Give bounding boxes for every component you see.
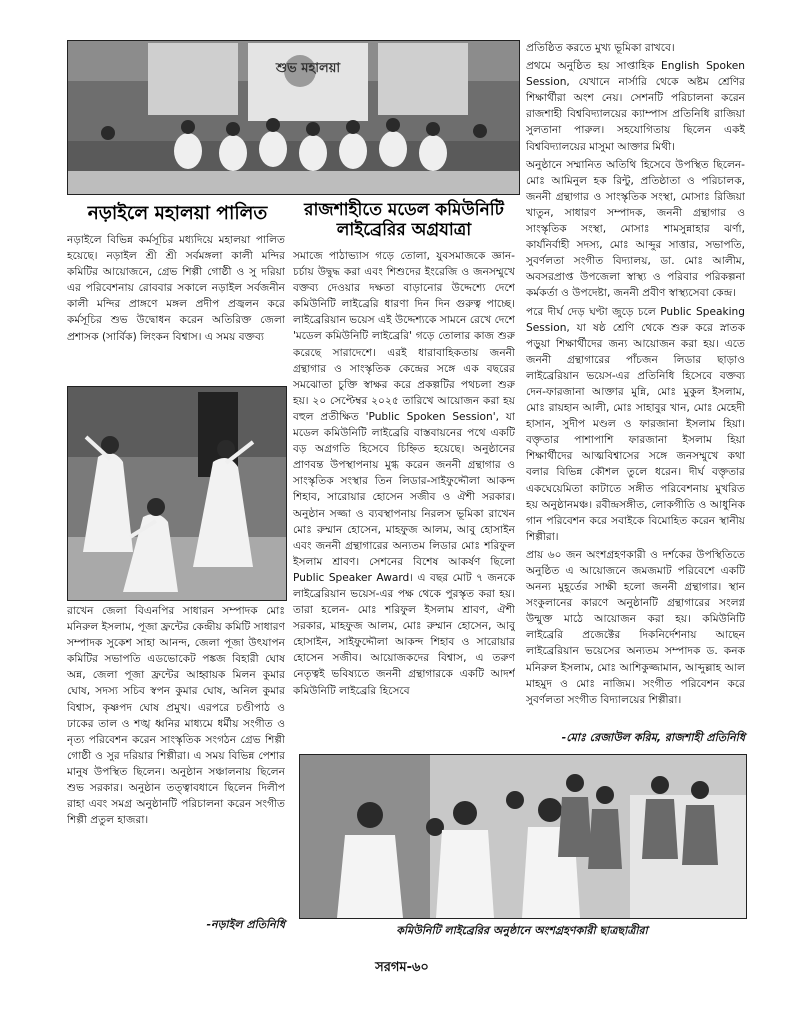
rajshahi-byline: -মোঃ রেজাউল করিম, রাজশাহী প্রতিনিধি xyxy=(561,731,745,744)
rajshahi-body-right xyxy=(526,40,745,726)
narail-headline: নড়াইলে মহালয়া পালিত xyxy=(87,203,268,224)
narail-body-bottom xyxy=(67,603,285,913)
narail-paragraph-1: নড়াইলে বিভিন্ন কর্মসূচির মধ্যদিয়ে মহালয়া পালিত হয়েছে। নড়াইল শ্রী শ্রী সর্বমঙ্গলা কালী মন্দির কমিটির আয়োজনে, গ্রেভ শিল্পী গোষ্ঠী ও সু দরিয়া এর পরিবেশনায় রোববার সকালে নড়াইল সর্বজনীন কালী মন্দির প্রাঙ্গণে মঙ্গল প্রদীপ প্রজ্বলন করে কর্মসূচির শুভ উদ্বোধন করেন অতিরিক্ত জেলা প্রশাসক (সার্বিক) লিংকন বিশ্বাস। এ সময় বক্তব্য xyxy=(67,234,285,343)
rajshahi-body-middle xyxy=(293,248,515,744)
dance-performance-photo xyxy=(67,386,287,601)
rajshahi-headline: রাজশাহীতে মডেল কমিউনিটি লাইব্রেরির অগ্রযাত্রা xyxy=(304,200,504,240)
stage-performance-photo xyxy=(67,40,520,195)
narail-paragraph-2: রাখেন জেলা বিএনপির সাধারন সম্পাদক মোঃ মনিরুল ইসলাম, পূজা ফ্রন্টের কেন্দ্রীয় কমিটি সাধারণ সম্পাদক সুকেশ সাহা আনন্দ, জেলা পূজা উৎযাপন কমিটির সভাপতি এডভোকেট পঙ্কজ বিহারী ঘোষ অন্ন, জেলা পূজা ফ্রন্টের আহ্বায়ক মিলন কুমার ঘোষ, সদস্য সচিব স্বপন কুমার ঘোষ, অনিল কুমার বিশ্বাস, কৃষ্ণপদ ঘোষ প্রমুখ। এরপরে চণ্ডীপাঠ ও ঢাকের তাল ও শঙ্খ ধ্বনির মাধ্যমে ধর্মীয় সংগীত ও নৃত্য পরিবেশন করেন সাংস্কৃতিক সংগঠন গ্রেভ শিল্পী গোষ্ঠী ও সুর দরিয়ার শিল্পীরা। এ সময় বিভিন্ন পেশার মানুষ উপস্থিত ছিলেন। অনুষ্ঠান সঞ্চালনায় ছিলেন শুভ সরকার। অনুষ্ঠান তত্ত্বাবধানে ছিলেন দিলীপ রাহা এবং সমগ্র অনুষ্ঠানটি পরিচালনা করেন সংগীত শিল্পী প্রতুল হাজরা। xyxy=(67,605,285,827)
group-photo xyxy=(299,754,747,919)
rajshahi-paragraph-2: প্রতিষ্ঠিত করতে মুখ্য ভূমিকা রাখবে। xyxy=(526,42,675,54)
narail-body-top xyxy=(67,232,285,380)
rajshahi-paragraph-1: সমাজে পাঠাভ্যাস গড়ে তোলা, যুবসমাজকে জ্ঞান-চর্চায় উদ্বুদ্ধ করা এবং শিশুদের ইংরেজি ও জনসম্মুখে বক্তব্য দেওয়ার দক্ষতা বাড়ানোর উদ্দেশ্যে দেশে কমিউনিটি লাইব্রেরি ধারণা দিন দিন গুরুত্ব পাচ্ছে। লাইব্রেরিয়ান ভয়েস এই উদ্দেশ্যকে সামনে রেখে দেশে 'মডেল কমিউনিটি লাইব্রেরি' গড়ে তোলার কাজ শুরু করেছে সারাদেশে। এরই ধারাবাহিকতায় জননী গ্রন্থাগার ও সাংস্কৃতিক কেন্দ্রের সঙ্গে এক বছরের সমঝোতা চুক্তি স্বাক্ষর করে প্রকল্পটির পথচলা শুরু হয়। ২০ সেপ্টেম্বর ২০২৫ তারিখে আয়োজন করা হয় বহুল প্রতীক্ষিত 'Public Spoken Session', যা মডেল কমিউনিটি লাইব্রেরি বাস্তবায়নের পথে একটি বড় অগ্রগতি হিসেবে চিহ্নিত হয়েছে। অনুষ্ঠানের প্রাণবন্ত উপস্থাপনায় মুগ্ধ করেন জননী গ্রন্থাগার ও সাংস্কৃতিক সংস্থার তিন লিডার-সাইফুদ্দৌলা আকন্দ শিহাব, সারোয়ার হোসেন সজীব ও ঐশী সরকার। অনুষ্ঠান সজ্জা ও ব্যবস্থাপনায় নিরলস ভূমিকা রাখেন মোঃ রুম্মান হোসেন, মাহফুজ আলম, আবু হোসাইন এবং জননী গ্রন্থাগারের অন্যতম লিডার মোঃ শরিফুল ইসলাম শ্রাবণ। সেশনের বিশেষ আকর্ষণ ছিলো Public Speaker Award। এ বছর মোট ৭ জনকে লাইব্রেরিয়ান ভয়েস-এর পক্ষ থেকে পুরস্কৃত করা হয়। তারা হলেন- মোঃ শরিফুল ইসলাম শ্রাবণ, ঐশী সরকার, মাহফুজ আলম, মোঃ রুম্মান হোসেন, আবু হোসাইন, সাইফুদ্দৌলা আকন্দ শিহাব ও সারোয়ার হোসেন সজীব। আয়োজকদের বিশ্বাস, এ তরুণ নেতৃত্বই ভবিষ্যতে জননী গ্রন্থাগারকে একটি আদর্শ কমিউনিটি লাইব্রেরি হিসেবে xyxy=(293,250,515,697)
rajshahi-paragraph-5: পরে দীর্ঘ দেড় ঘণ্টা জুড়ে চলে Public Speaking Session, যা ষষ্ঠ শ্রেণি থেকে শুরু করে স্নাতক পড়ুয়া শিক্ষার্থীদের জন্য আয়োজন করা হয়। এতে জননী গ্রন্থাগারের পাঁচজন লিডার ছাড়াও লাইব্রেরিয়ান ভয়েস-এর প্রতিনিধি হিসেবে বক্তব্য দেন-ফারজানা আক্তার মুন্নি, মোঃ মুকুল ইসলাম, মোঃ রায়হান আলী, মোঃ সাহাবুর খান, মোঃ মেহেদী হাসান, সুদীপ মণ্ডল ও ফারজানা ইসলাম হিয়া। বক্তৃতার পাশাপাশি ফারজানা ইসলাম হিয়া শিক্ষার্থীদের আত্মবিশ্বাসের সঙ্গে জনসম্মুখে কথা বলার বিভিন্ন কৌশল তুলে ধরেন। দীর্ঘ বক্তৃতার একঘেয়েমিতা কাটাতে সঙ্গীত পরিবেশনায় মুখরিত হয় অনুষ্ঠানমঞ্চ। রবীন্দ্রসঙ্গীত, লোকগীতি ও আধুনিক গান পরিবেশন করে সবাইকে বিমোহিত করেন স্থানীয় শিল্পীরা। xyxy=(526,305,745,543)
rajshahi-paragraph-4: অনুষ্ঠানে সম্মানিত অতিথি হিসেবে উপস্থিত ছিলেন- মোঃ আমিনুল হক রিন্টু, প্রতিষ্ঠাতা ও পরিচালক, জননী গ্রন্থাগার ও সাংস্কৃতিক সংস্থা, মোসাঃ রিজিয়া খাতুন, সাধারণ সম্পাদক, জননী গ্রন্থাগার ও সাংস্কৃতিক সংস্থা, মোসাঃ শামসুন্নাহার ঝর্ণা, কার্যনির্বাহী সদস্য, মোঃ আব্দুর সাত্তার, সভাপতি, সুবর্ণলতা সংগীত বিদ্যালয়, ডা. মোঃ আলীম, অবসরপ্রাপ্ত উপজেলা স্বাস্থ্য ও পরিবার পরিকল্পনা কর্মকর্তা ও উপদেষ্টা, জননী প্রবীণ স্বাস্থ্যসেবা কেন্দ্র। xyxy=(526,158,745,300)
rajshahi-paragraph-3: প্রথমে অনুষ্ঠিত হয় সাপ্তাহিক English Spoken Session, যেখানে নার্সারি থেকে অষ্টম শ্রেণির শিক্ষার্থীরা অংশ নেয়। সেশনটি পরিচালনা করেন রাজশাহী বিশ্ববিদ্যালয়ের ক্যাম্পাস প্রতিনিধি রাজিয়া সুলতানা পারুল। সহযোগিতায় ছিলেন একই বিশ্ববিদ্যালয়ের মাসুমা আক্তার মিথী। xyxy=(526,60,745,153)
dance-photo-drawing xyxy=(68,387,286,600)
page-folio: সরগম-৬০ xyxy=(375,960,429,975)
stage-banner-text: শুভ মহালয়া xyxy=(275,61,341,76)
group-photo-drawing xyxy=(300,755,746,918)
narail-byline: -নড়াইল প্রতিনিধি xyxy=(206,918,285,931)
rajshahi-paragraph-6: প্রায় ৬০ জন অংশগ্রহণকারী ও দর্শকের উপস্থিতিতে অনুষ্ঠিত এ আয়োজনে জমজমাট পরিবেশে একটি অনন্য মুহূর্তের সাক্ষী হলো জননী গ্রন্থাগার। স্থান সংকুলানের কারণে অনুষ্ঠানটি গ্রন্থাগারের সংলগ্ন উন্মুক্ত মাঠে আয়োজন করা হয়। কমিউনিটি লাইব্রেরি প্রজেক্টের দিকনির্দেশনায় আছেন লাইব্রেরিয়ান ভয়েসের অন্যতম সম্পাদক ড. কনক মনিরুল ইসলাম, মোঃ আশিকুজ্জামান, আব্দুল্লাহ আল মাহমুদ ও মোঃ নাজিম। সংগীত পরিবেশন করে সুবর্ণলতা সংগীত বিদ্যালয়ের শিল্পীরা। xyxy=(526,548,745,706)
group-photo-caption: কমিউনিটি লাইব্রেরির অনুষ্ঠানে অংশগ্রহণকারী ছাত্রছাত্রীরা xyxy=(396,924,648,937)
